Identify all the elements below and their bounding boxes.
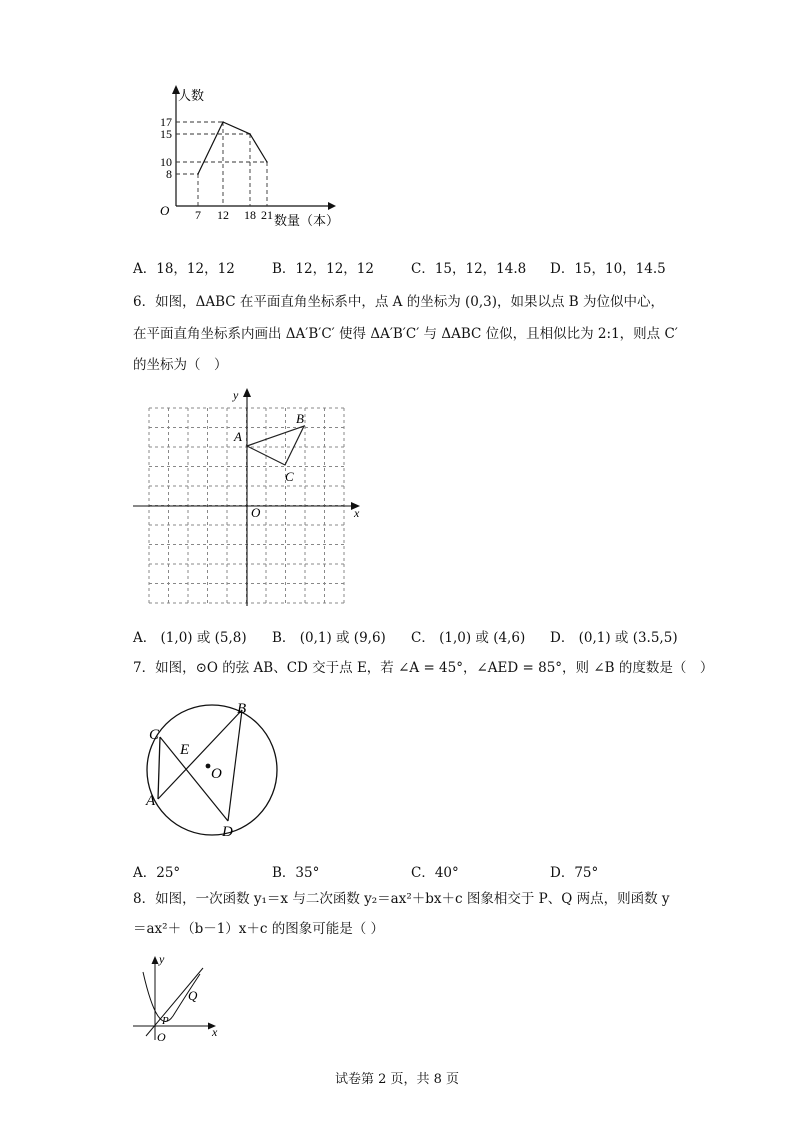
q5-x-tick-18: 18 [244,208,256,222]
q5-line-chart [150,82,350,232]
q8-label-o: O [157,1030,166,1044]
q7-label-d: D [222,824,233,840]
q6-label-b: B [296,411,304,426]
q7-circle-figure [140,695,280,845]
q5-point-18 [249,133,251,135]
q5-option-b[interactable]: B．12，12，12 [272,261,374,277]
q5-point-21 [266,161,268,163]
q5-y-tick-15: 15 [160,127,172,141]
q7-stem: 7．如图，⊙O 的弦 AB、CD 交于点 E，若 ∠A = 45°，∠AED = 85°，则 ∠B 的度数是（ ） [133,660,714,676]
q5-origin-label: O [160,203,170,218]
q5-x-axis-label: 数量（本） [274,213,340,228]
q7-option-d[interactable]: D．75° [550,865,599,881]
q8-graph-figure [128,950,228,1045]
q5-point-7 [197,173,199,175]
q5-option-a[interactable]: A．18，12，12 [133,261,235,277]
q6-grid-figure [130,385,370,610]
q6-y-arrow-icon [243,388,251,397]
q5-x-tick-7: 7 [195,208,201,222]
q5-x-arrow-icon [328,202,336,210]
q7-label-a: A [146,793,156,809]
q5-y-tick-8: 8 [166,167,172,181]
q6-label-origin: O [251,505,261,520]
q7-chord-bd [228,710,242,821]
q8-label-y: y [159,952,165,966]
q5-x-tick-21: 21 [261,208,273,222]
q6-triangle-abc [247,426,304,465]
q7-label-b: B [237,701,247,717]
q8-y-arrow-icon [152,956,159,964]
q6-label-c: C [285,469,294,484]
q7-option-b[interactable]: B．35° [272,865,320,881]
q5-y-tick-10: 10 [160,155,172,169]
q6-option-c[interactable]: C． (1,0) 或 (4,6) [411,630,526,646]
q7-label-c: C [149,727,160,743]
q7-label-e: E [180,742,190,758]
q6-stem-line1: 6．如图，ΔABC 在平面直角坐标系中，点 A 的坐标为 (0,3)，如果以点 B 为位似中心， [133,294,665,310]
q8-stem-line1: 8．如图，一次函数 y₁＝x 与二次函数 y₂＝ax²＋bx＋c 图象相交于 P、Q 两点，则函数 y [133,891,670,907]
q8-stem-line2: ＝ax²＋（b－1）x＋c 的图象可能是（ ） [133,921,385,937]
q5-option-c[interactable]: C．15，12，14.8 [411,261,527,277]
q6-stem-line3: 的坐标为（ ） [133,357,228,373]
q6-label-y: y [233,388,239,402]
q6-option-a[interactable]: A． (1,0) 或 (5,8) [133,630,247,646]
page-footer: 试卷第 2 页，共 8 页 [334,1072,460,1087]
q5-x-tick-12: 12 [217,208,229,222]
q7-label-o: O [211,766,222,782]
q5-y-axis-label: 人数 [178,88,205,103]
q6-label-a: A [234,429,242,444]
q6-label-x: x [354,506,360,520]
q7-option-a[interactable]: A．25° [133,865,181,881]
q6-option-b[interactable]: B． (0,1) 或 (9,6) [272,630,386,646]
q7-option-c[interactable]: C．40° [411,865,459,881]
q5-y-tick-17: 17 [160,115,172,129]
q6-stem-line2: 在平面直角坐标系内画出 ΔA′B′C′ 使得 ΔA′B′C′ 与 ΔABC 位似，且相似比为 2:1，则点 C′ [133,326,678,342]
q8-label-x: x [212,1025,218,1039]
q8-label-p: P [162,1015,169,1027]
q8-label-q: Q [188,988,198,1003]
q5-option-d[interactable]: D．15，10，14.5 [550,261,666,277]
q7-center-dot [206,764,211,769]
q5-point-12 [222,121,224,123]
q6-option-d[interactable]: D． (0,1) 或 (3.5,5) [550,630,678,646]
q7-chord-ca [158,737,160,799]
q5-data-line [198,122,267,174]
